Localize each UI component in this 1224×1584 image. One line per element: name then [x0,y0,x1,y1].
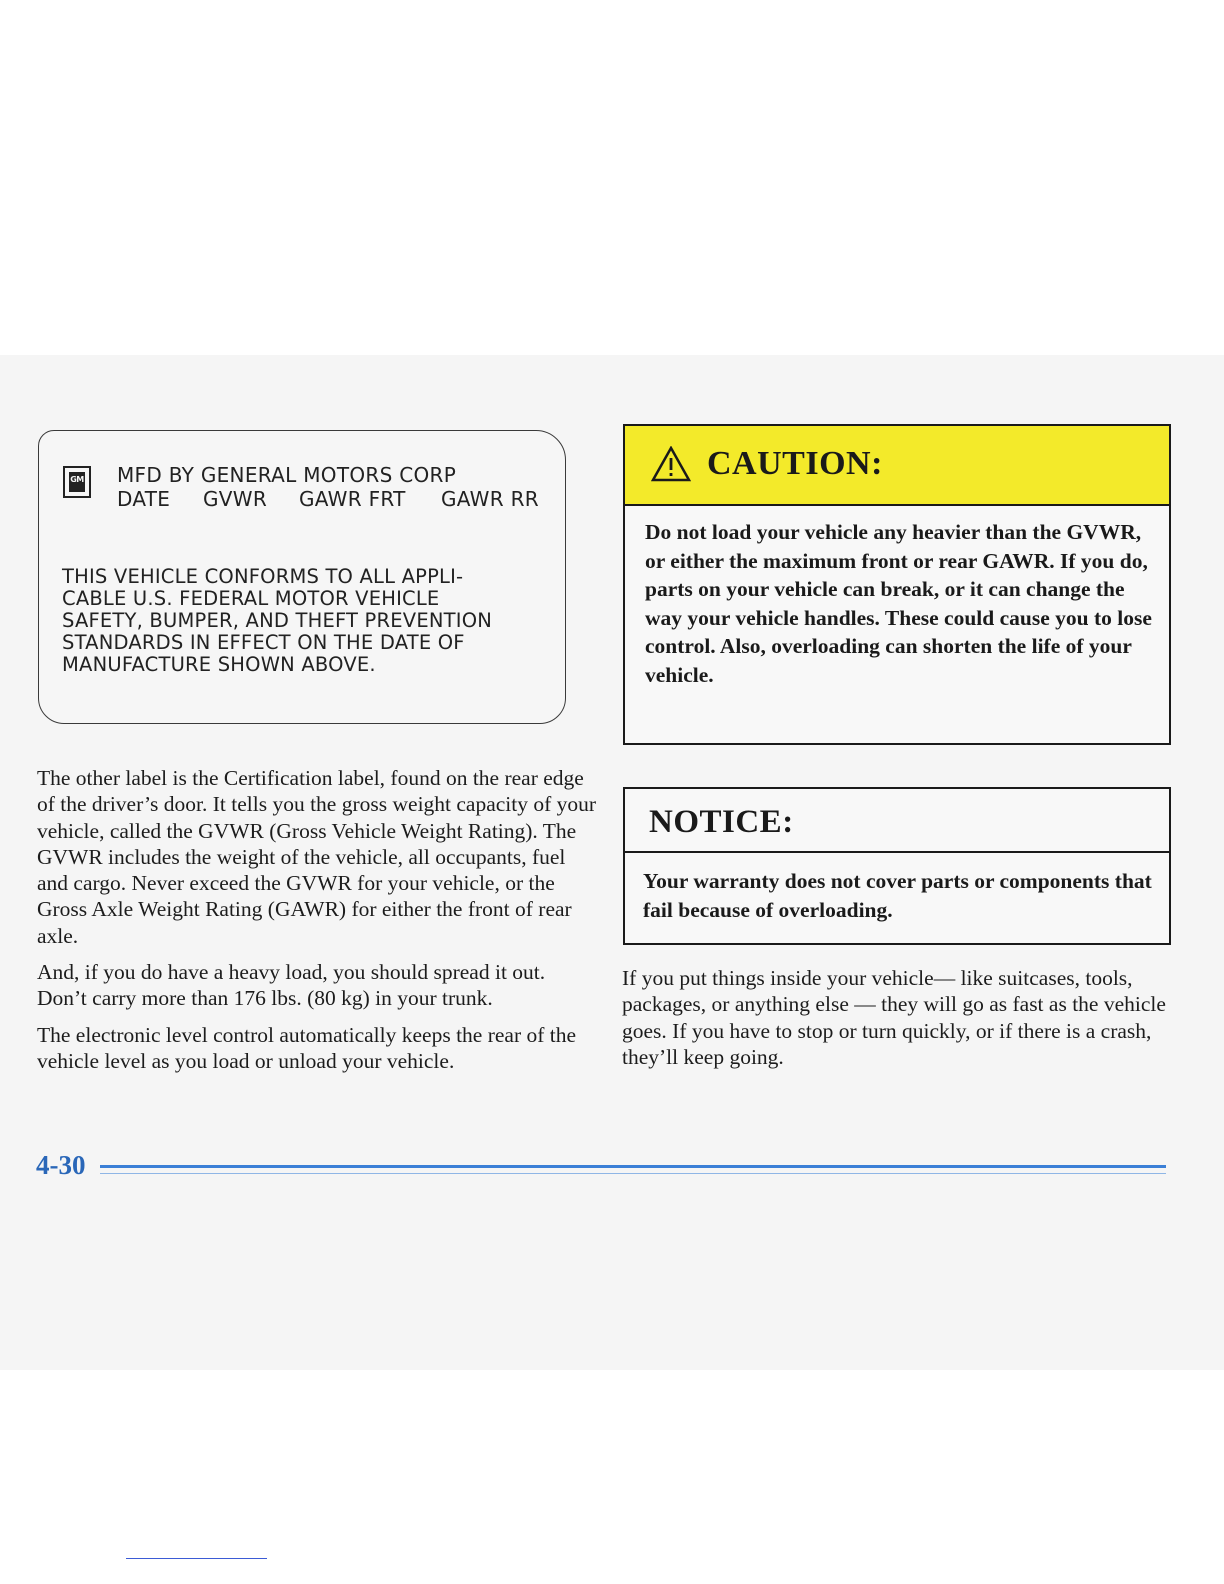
caution-title: CAUTION: [707,445,883,482]
footer-rule [100,1165,1166,1168]
conformance-line: STANDARDS IN EFFECT ON THE DATE OF [62,631,465,654]
notice-header [625,789,1169,853]
field-gawr-front: GAWR FRT [299,487,406,511]
conformance-line: THIS VEHICLE CONFORMS TO ALL APPLI- [62,565,464,588]
page-number: 4-30 [36,1150,86,1180]
conformance-line: CABLE U.S. FEDERAL MOTOR VEHICLE [62,587,440,610]
level-control-paragraph: The electronic level control automatically keeps the rear of the vehicle level as you load or unload your vehicle. [37,1022,577,1073]
notice-body: Your warranty does not cover parts or components that fail because of overloading. [643,869,1152,922]
warning-triangle-icon [651,446,691,482]
field-gawr-rear: GAWR RR [441,487,540,511]
conformance-statement [62,566,542,676]
gm-logo-icon [63,466,91,498]
footer-rule-thin [100,1173,1166,1174]
conformance-line: MANUFACTURE SHOWN ABOVE. [62,653,376,676]
loose-items-paragraph: If you put things inside your vehicle— like suitcases, tools, packages, or anything else — they will go as fast as the vehicle goes. If you have to stop or turn quickly, or if there is a crash, they’ll keep going. [622,966,1166,1069]
label-fields-row [117,487,539,511]
caution-header [625,426,1169,506]
caution-body: Do not load your vehicle any heavier than the GVWR, or either the maximum front or rear GAWR. If you do, parts on your vehicle can break, or it can change the way your vehicle handles. These could cause you to lose control. Also, overloading can shorten the life of your vehicle. [645,520,1152,687]
notice-title: NOTICE: [649,804,794,840]
caution-box [623,424,1171,745]
heavy-load-paragraph: And, if you do have a heavy load, you should spread it out. Don’t carry more than 176 lbs. (80 kg) in your trunk. [37,960,546,1011]
gm-logo-text: GM [70,475,84,484]
bottom-link-underline [126,1558,267,1559]
left-column-text [37,765,597,1084]
certification-label-illustration [38,430,566,724]
field-gvwr: GVWR [203,487,268,511]
field-date: DATE [117,487,171,511]
manufacturer-line: MFD BY GENERAL MOTORS CORP [117,463,457,487]
certification-paragraph: The other label is the Certification label, found on the rear edge of the driver’s door. It tells you the gross weight capacity of your vehicle, called the GVWR (Gross Vehicle Weight Rating). The GVWR includes the weight of the vehicle, all occupants, fuel and cargo. Never exceed the GVWR for your vehicle, or the Gross Axle Weight Rating (GAWR) for either the front of rear axle. [37,766,597,948]
notice-box [623,787,1171,945]
conformance-line: SAFETY, BUMPER, AND THEFT PREVENTION [62,609,493,632]
